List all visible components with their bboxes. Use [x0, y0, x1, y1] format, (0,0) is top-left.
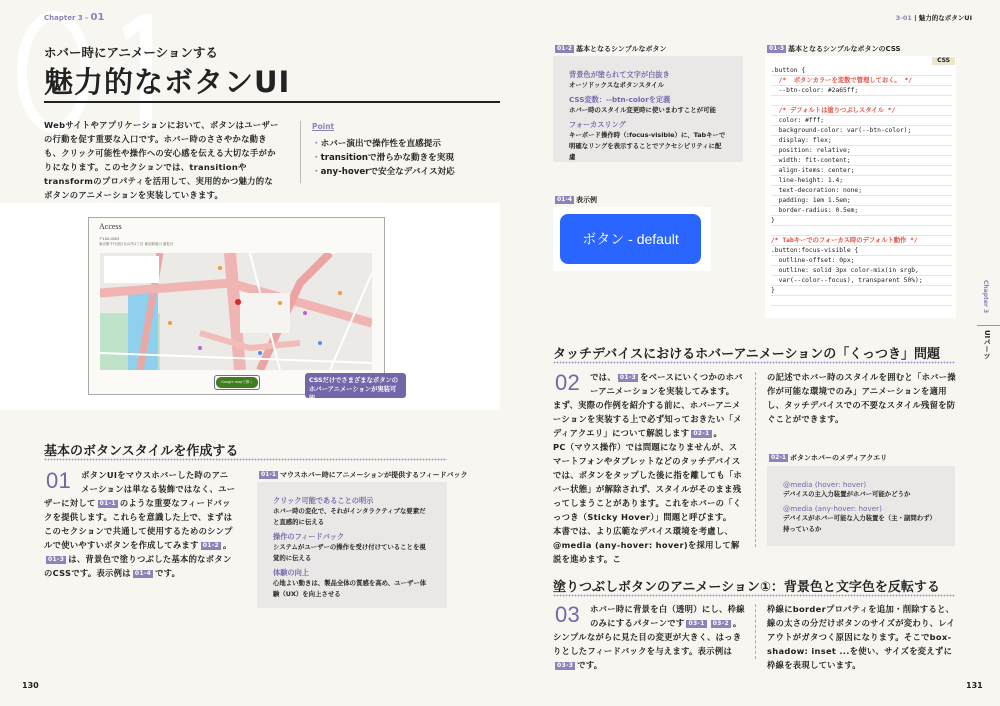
code-line: border-radius: 0.5em; — [771, 206, 952, 216]
column-divider — [755, 372, 756, 547]
caption-text: ボタンホバーのメディアクエリ — [790, 454, 888, 462]
point-divider — [300, 121, 301, 183]
code-comment-line: /* ボタンカラーを変数で管理しておく。 */ — [771, 76, 952, 86]
figure-item-desc: オーソドックスなボタンスタイル — [569, 81, 664, 89]
figure-item-title: 操作のフィードバック — [273, 532, 345, 541]
header-title: 魅力的なボタンUI — [918, 14, 972, 22]
section-heading-sticky-hover: タッチデバイスにおけるホバーアニメーションの「くっつき」問題 — [553, 343, 955, 364]
figure-ref-badge: 02-1 — [771, 454, 787, 461]
figure-ref-badge: 01-4 — [134, 570, 152, 577]
page-title: 魅力的なボタンUI — [44, 65, 291, 99]
text-run: のような重要なフィードバックを提供します。これらを意識した上で、まずはこのセクションで共通して使用するためのシンプルで使いやすいボタンを作成してみます — [44, 498, 233, 550]
running-header — [896, 13, 972, 22]
code-line — [771, 96, 952, 106]
side-tab-divider — [977, 325, 1000, 326]
code-line: } — [771, 216, 952, 226]
demo-default-button[interactable]: ボタン - default — [560, 214, 701, 264]
paragraph-number: 03 — [555, 602, 581, 627]
section-subtitle: ホバー時にアニメーションする — [44, 45, 218, 60]
text-run: 本書では、より広範なデバイス環境を考慮し、@media (any-hover: hover)を採用して解説を進めます。こ — [553, 526, 740, 564]
caption-text: マウスホバー時にアニメーションが提供するフィードバック — [280, 471, 468, 479]
figure-01-1-box — [257, 482, 447, 608]
figure-item-desc: デバイスがホバー可能な入力装置を（主・副問わず）持っているか — [783, 514, 936, 533]
figure-caption-01-3 — [765, 44, 901, 54]
figure-item-title: フォーカスリング — [569, 120, 626, 129]
figure-caption-02-1 — [767, 453, 887, 463]
figure-ref-badge: 01-2 — [557, 45, 573, 52]
title-rule — [44, 101, 500, 103]
code-line: width: fit-content; — [771, 156, 952, 166]
text-run: 。シンプルながらに見た目の変更が大きく、はっきりとしたフィードバックを与えます。表示例は — [553, 618, 742, 656]
figure-item-desc: システムがユーザーの操作を受け付けていることを視覚的に伝える — [273, 543, 426, 562]
paragraph-02-col2: の記述でホバー時のスタイルを囲むと「ホバー操作が可能な環境でのみ」アニメーションを適用し、タッチデバイスでの不要なスタイル残留を防ぐことができます。 — [767, 372, 956, 424]
code-language-tag: CSS — [932, 57, 955, 65]
figure-item-title: 体験の向上 — [273, 568, 309, 577]
code-line: position: relative; — [771, 146, 952, 156]
text-run: では、 — [590, 372, 616, 382]
figure-caption-01-4 — [553, 195, 597, 205]
figure-item-title: @media (hover: hover) — [783, 480, 867, 489]
chapter-text: Chapter 3 — [44, 14, 83, 22]
page-number-left: 130 — [22, 681, 39, 690]
text-run: です。 — [577, 660, 603, 670]
figure-ref-badge: 01-1 — [261, 471, 277, 478]
figure-item-title: CSS変数：--btn-colorを定義 — [569, 95, 671, 104]
figure-ref-badge: 01-3 — [48, 556, 65, 563]
code-line — [771, 226, 952, 236]
page-number-right: 131 — [966, 681, 983, 690]
chapter-num: 01 — [90, 12, 105, 23]
figure-02-1-box — [767, 466, 955, 546]
chapter-side-tab — [977, 280, 1000, 370]
code-line: .button { — [771, 66, 952, 76]
intro-text: Webサイトやアプリケーションにおいて、ボタンはユーザーの行動を促す重要な入口です。ホバー時のささやかな動きも、クリック可能性や操作への安心感を伝える大切な手がかりになります。このセクションでは、transitionやtransformのプロパティを活用して、実用的かつ魅力的なボタンのアニメーションを実装していきます。 — [44, 120, 279, 200]
figure-ref-badge: 03-3 — [557, 662, 574, 669]
code-line: --btn-color: #2a65ff; — [771, 86, 952, 96]
figure-ref-badge: 01-3 — [769, 45, 785, 52]
text-run: ボタンUIをマウスホバーした時のアニメーションは単なる装飾ではなく、ユーザーに対して — [44, 470, 236, 508]
side-tab-section: UIパーツ — [983, 330, 991, 360]
code-line: background-color: var(--btn-color); — [771, 126, 952, 136]
code-line: color: #fff; — [771, 116, 952, 126]
figure-ref-badge: 03-2 — [712, 620, 729, 627]
figure-item-title: @media (any-hover: hover) — [783, 504, 882, 513]
text-run: PC（マウス操作）では問題になりませんが、スマートフォンやタブレットなどのタッチデバイスでは、ボタンをタップした後に指を離しても「ホバー状態」が解除されず、スタイルがそのまま残ってしまうことがあります。これをホバーの「くっつき（Sticky Hover）」問題と呼びます。 — [553, 442, 743, 522]
caption-text: 基本となるシンプルなボタンのCSS — [788, 45, 901, 53]
side-tab-chapter: Chapter 3 — [982, 280, 989, 314]
figure-item-desc: 心地よい動きは、製品全体の質感を高め、ユーザー体験（UX）を向上させる — [273, 579, 427, 598]
caption-text: 基本となるシンプルなボタン — [576, 45, 667, 53]
open-google-map-button[interactable] — [214, 375, 260, 390]
code-line: padding: 1em 1.5em; — [771, 196, 952, 206]
code-comment-line: /* Tabキーでのフォーカス時のデフォルト動作 */ — [771, 236, 952, 246]
text-run: は、背景色で塗りつぶした基本的なボタンのCSSです。表示例は — [44, 554, 232, 578]
code-lines — [771, 66, 952, 306]
code-comment-line: /* デフォルトは塗りつぶしスタイル */ — [771, 106, 952, 116]
point-item: ・ any-hoverで安全なデバイス対応 — [312, 165, 455, 179]
css-code-block — [765, 56, 956, 318]
postal-code: 〒100-0005 — [99, 237, 120, 241]
section-heading-basic-button: 基本のボタンスタイルを作成する — [44, 440, 447, 461]
screenshot-callout: CSSだけでさまざまなボタンのホバーアニメーションが実装可能 — [305, 373, 406, 398]
map-image — [100, 253, 372, 370]
code-line: text-decoration: none; — [771, 186, 952, 196]
section-heading-fill-button: 塗りつぶしボタンのアニメーション①：背景色と文字色を反転する — [553, 576, 955, 597]
point-label: Point — [312, 122, 335, 131]
text-run: 。 — [713, 428, 723, 438]
access-page-screenshot — [88, 217, 385, 395]
figure-item-desc: ホバー時のスタイル変更時に使いまわすことが可能 — [569, 106, 716, 114]
paragraph-text — [553, 372, 743, 564]
code-line: .button:focus-visible { — [771, 246, 952, 256]
paragraph-03-col2: 枠線にborderプロパティを追加・削除すると、線の太さの分だけボタンのサイズが変わり、レイアウトがガタつく原因になります。そこでbox-shadow: inset ...を使い、サイズを変えずに枠線を表現しています。 — [767, 604, 956, 670]
figure-ref-badge: 01-1 — [99, 500, 116, 507]
header-sep: | — [914, 14, 917, 22]
figure-item-title: 背景色が塗られて文字が白抜き — [569, 70, 670, 79]
text-run: ホバー時に背景を白（透明）にし、枠線のみにするパターンです — [590, 604, 745, 628]
address: 東京都千代田区丸の内1丁目 東京駅南口 改札付 — [99, 242, 174, 246]
figure-item-desc: ホバー時の変化で、それがインタラクティブな要素だと直感的に伝える — [273, 507, 426, 526]
figure-item-desc: キーボード操作時（:focus-visible）に、Tabキーで明確なリングを表示することでアクセシビリティに配慮 — [569, 131, 726, 161]
code-line: var(--color--focus), transparent 50%); — [771, 276, 952, 286]
code-line: display: flex; — [771, 136, 952, 146]
code-line: line-height: 1.4; — [771, 176, 952, 186]
code-line: align-items: center; — [771, 166, 952, 176]
paragraph-03-col1 — [553, 602, 745, 672]
button-demo-frame — [553, 207, 711, 271]
column-divider — [755, 604, 756, 659]
paragraph-number: 01 — [46, 468, 72, 493]
paragraph-text — [553, 604, 745, 670]
chapter-sep: - — [82, 14, 91, 22]
figure-01-2-box — [553, 56, 743, 162]
header-section-num: 3-01 — [895, 14, 912, 22]
text-run: です。 — [155, 568, 181, 578]
point-item: ・ ホバー演出で操作性を直感提示 — [312, 137, 455, 151]
paragraph-02-col1 — [553, 370, 745, 566]
code-line: outline-offset: 0px; — [771, 256, 952, 266]
paragraph-text — [44, 470, 235, 578]
figure-caption-01-2 — [553, 44, 667, 54]
figure-caption-01-1 — [257, 470, 467, 480]
figure-ref-badge: 01-2 — [202, 542, 219, 549]
text-run: 。 — [222, 540, 232, 550]
code-line: outline: solid 3px color-mix(in srgb, — [771, 266, 952, 276]
point-list — [312, 137, 455, 179]
figure-item-title: クリック可能であることの明示 — [273, 496, 374, 505]
paragraph-number: 02 — [555, 370, 581, 395]
point-item: ・ transitionで滑らかな動きを実現 — [312, 151, 455, 165]
figure-ref-badge: 01-4 — [557, 196, 573, 203]
text-run: をベースにいくつかのホバーアニメーションを実装してみます。 — [590, 372, 743, 396]
figure-ref-badge: 01-3 — [619, 374, 637, 381]
chapter-label — [44, 12, 104, 23]
code-line: } — [771, 286, 952, 296]
figure-ref-badge: 03-1 — [688, 620, 705, 627]
paragraph-01 — [44, 468, 236, 580]
open-google-map-label: Google mapで開く — [216, 377, 258, 388]
access-title: Access — [99, 222, 122, 231]
map-graphic — [100, 253, 372, 370]
code-line — [771, 296, 952, 306]
text-run: まず、実際の作例を紹介する前に、ホバーアニメーションを実装する上で必ず知っておきたい「メディアクエリ」について解説します — [553, 400, 742, 438]
figure-ref-badge: 02-1 — [693, 430, 710, 437]
access-address — [99, 237, 173, 247]
caption-text: 表示例 — [576, 196, 598, 204]
figure-item-desc: デバイスの主入力装置がホバー可能かどうか — [783, 490, 911, 498]
